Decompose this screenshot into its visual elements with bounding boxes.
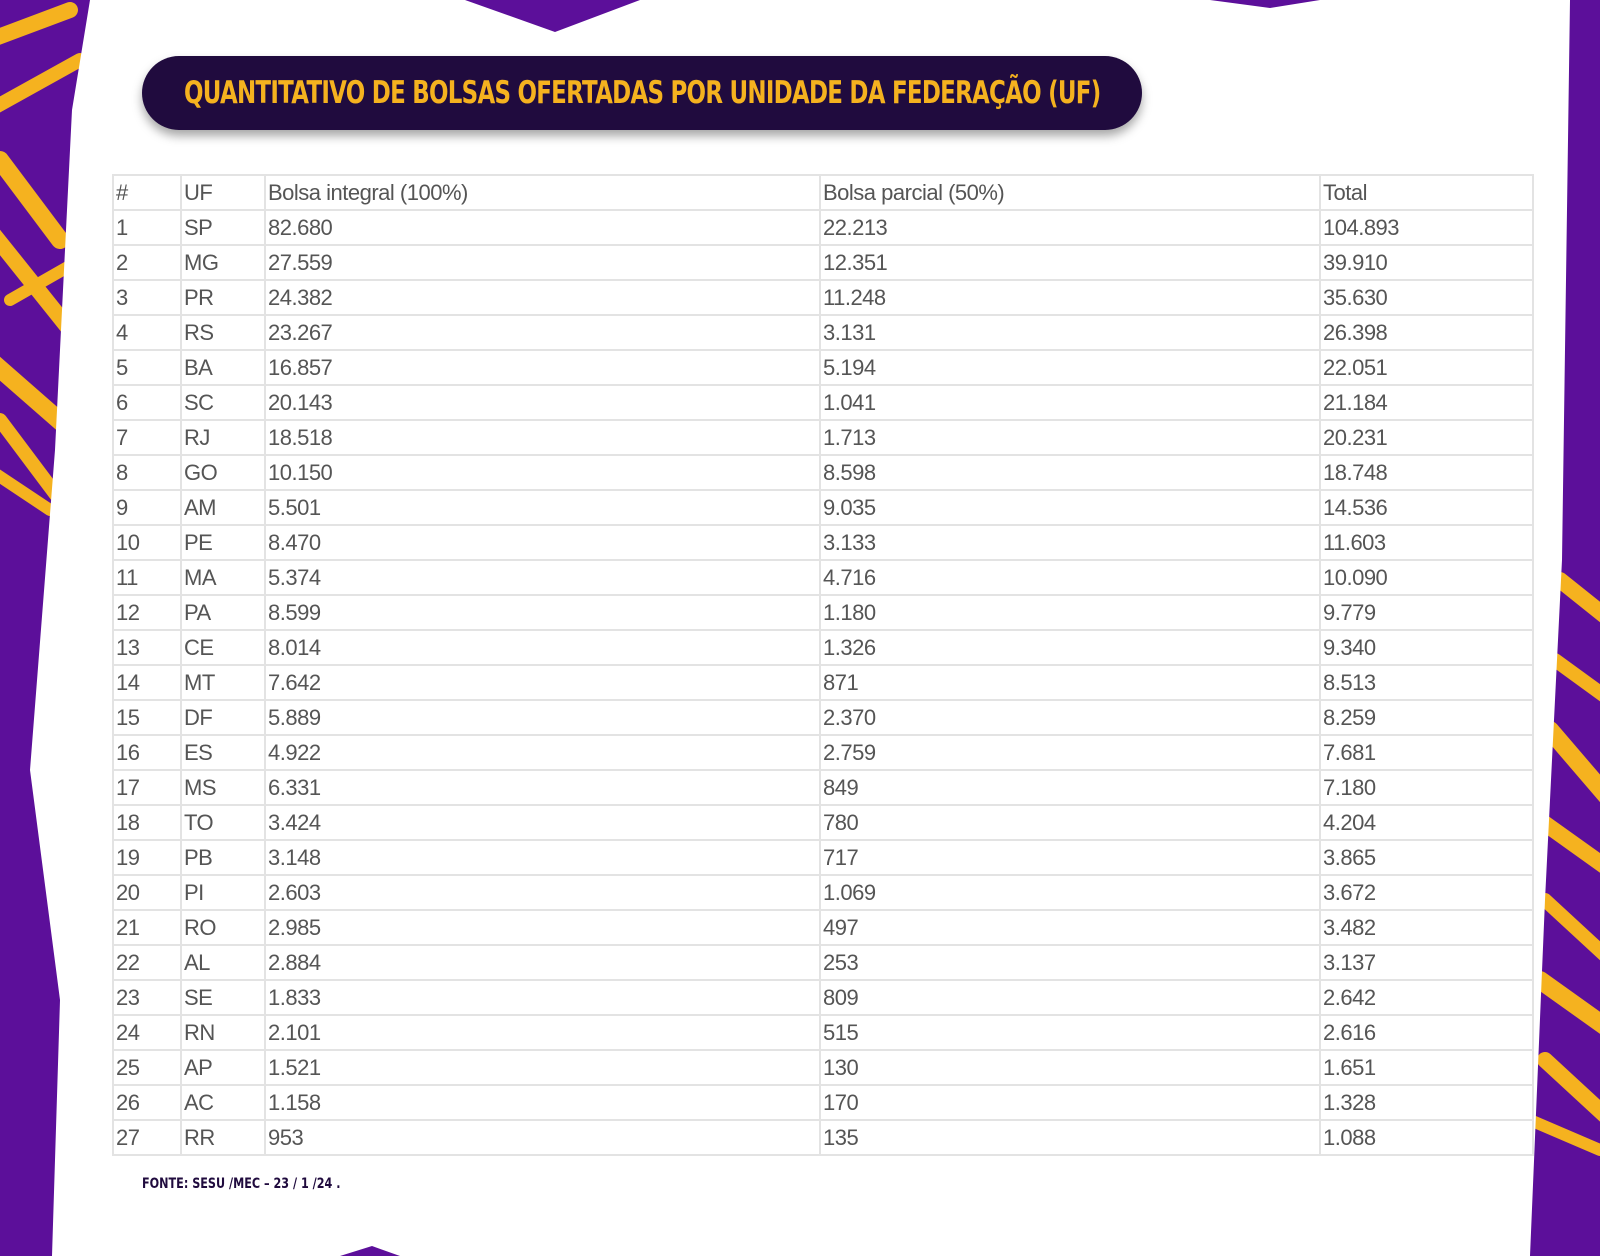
bolsa-parcial-value: 2.370 [820, 700, 1320, 735]
uf-code: RR [181, 1120, 265, 1155]
total-value: 35.630 [1320, 280, 1533, 315]
table-row [113, 280, 1533, 315]
bolsa-parcial-value: 8.598 [820, 455, 1320, 490]
total-value: 10.090 [1320, 560, 1533, 595]
bolsa-parcial-value: 130 [820, 1050, 1320, 1085]
bolsa-integral-value: 5.501 [265, 490, 820, 525]
uf-code: SE [181, 980, 265, 1015]
total-value: 3.137 [1320, 945, 1533, 980]
bolsa-parcial-value: 515 [820, 1015, 1320, 1050]
uf-code: RJ [181, 420, 265, 455]
row-number: 7 [113, 420, 181, 455]
uf-code: BA [181, 350, 265, 385]
row-number: 25 [113, 1050, 181, 1085]
uf-code: AC [181, 1085, 265, 1120]
row-number: 4 [113, 315, 181, 350]
bolsa-integral-value: 2.884 [265, 945, 820, 980]
uf-code: PR [181, 280, 265, 315]
bolsa-integral-value: 23.267 [265, 315, 820, 350]
table-body [113, 210, 1533, 1155]
uf-code: AP [181, 1050, 265, 1085]
bolsa-parcial-value: 3.131 [820, 315, 1320, 350]
row-number: 21 [113, 910, 181, 945]
bolsa-integral-value: 4.922 [265, 735, 820, 770]
table-row [113, 350, 1533, 385]
uf-code: TO [181, 805, 265, 840]
total-value: 7.681 [1320, 735, 1533, 770]
table-row [113, 245, 1533, 280]
bolsa-parcial-value: 1.069 [820, 875, 1320, 910]
bolsa-parcial-value: 22.213 [820, 210, 1320, 245]
table-row [113, 1085, 1533, 1120]
uf-code: MA [181, 560, 265, 595]
row-number: 6 [113, 385, 181, 420]
bolsa-integral-value: 16.857 [265, 350, 820, 385]
total-value: 20.231 [1320, 420, 1533, 455]
bolsa-integral-value: 2.985 [265, 910, 820, 945]
uf-code: ES [181, 735, 265, 770]
bolsa-integral-value: 5.374 [265, 560, 820, 595]
row-number: 9 [113, 490, 181, 525]
total-value: 14.536 [1320, 490, 1533, 525]
table-row [113, 1050, 1533, 1085]
table-row [113, 700, 1533, 735]
row-number: 20 [113, 875, 181, 910]
bolsa-parcial-value: 809 [820, 980, 1320, 1015]
uf-code: MG [181, 245, 265, 280]
uf-code: RN [181, 1015, 265, 1050]
row-number: 22 [113, 945, 181, 980]
total-value: 9.779 [1320, 595, 1533, 630]
total-value: 7.180 [1320, 770, 1533, 805]
row-number: 10 [113, 525, 181, 560]
uf-code: SP [181, 210, 265, 245]
header-uf: UF [181, 175, 265, 210]
total-value: 8.259 [1320, 700, 1533, 735]
total-value: 4.204 [1320, 805, 1533, 840]
title-banner [142, 56, 1142, 130]
table-row [113, 1015, 1533, 1050]
bolsa-integral-value: 18.518 [265, 420, 820, 455]
total-value: 11.603 [1320, 525, 1533, 560]
uf-code: PA [181, 595, 265, 630]
bolsa-parcial-value: 2.759 [820, 735, 1320, 770]
uf-code: GO [181, 455, 265, 490]
uf-code: MT [181, 665, 265, 700]
total-value: 2.616 [1320, 1015, 1533, 1050]
bolsa-integral-value: 5.889 [265, 700, 820, 735]
table-row [113, 665, 1533, 700]
header-number: # [113, 175, 181, 210]
row-number: 14 [113, 665, 181, 700]
bolsa-integral-value: 2.603 [265, 875, 820, 910]
row-number: 27 [113, 1120, 181, 1155]
table-row [113, 630, 1533, 665]
row-number: 12 [113, 595, 181, 630]
bolsa-parcial-value: 11.248 [820, 280, 1320, 315]
total-value: 2.642 [1320, 980, 1533, 1015]
row-number: 26 [113, 1085, 181, 1120]
table-row [113, 385, 1533, 420]
table-row [113, 735, 1533, 770]
row-number: 1 [113, 210, 181, 245]
table-row [113, 980, 1533, 1015]
source-note: FONTE: SESU /MEC – 23 / 1 /24 . [142, 1176, 341, 1192]
bolsa-parcial-value: 871 [820, 665, 1320, 700]
table-row [113, 595, 1533, 630]
total-value: 104.893 [1320, 210, 1533, 245]
table-row [113, 420, 1533, 455]
total-value: 3.672 [1320, 875, 1533, 910]
header-total: Total [1320, 175, 1533, 210]
bolsa-integral-value: 8.599 [265, 595, 820, 630]
table-row [113, 490, 1533, 525]
total-value: 9.340 [1320, 630, 1533, 665]
bolsa-integral-value: 3.148 [265, 840, 820, 875]
table-row [113, 875, 1533, 910]
uf-code: PE [181, 525, 265, 560]
row-number: 24 [113, 1015, 181, 1050]
total-value: 21.184 [1320, 385, 1533, 420]
row-number: 5 [113, 350, 181, 385]
bolsa-integral-value: 20.143 [265, 385, 820, 420]
row-number: 16 [113, 735, 181, 770]
row-number: 8 [113, 455, 181, 490]
bolsa-parcial-value: 717 [820, 840, 1320, 875]
uf-code: RO [181, 910, 265, 945]
uf-code: AL [181, 945, 265, 980]
table-row [113, 1120, 1533, 1155]
table-row [113, 560, 1533, 595]
table-row [113, 770, 1533, 805]
bolsa-parcial-value: 497 [820, 910, 1320, 945]
bolsa-integral-value: 8.470 [265, 525, 820, 560]
scholarship-table [112, 174, 1534, 1156]
bolsa-integral-value: 27.559 [265, 245, 820, 280]
bolsa-parcial-value: 4.716 [820, 560, 1320, 595]
table-header-row [113, 175, 1533, 210]
bolsa-parcial-value: 135 [820, 1120, 1320, 1155]
bolsa-parcial-value: 1.041 [820, 385, 1320, 420]
uf-code: RS [181, 315, 265, 350]
bolsa-parcial-value: 3.133 [820, 525, 1320, 560]
uf-code: CE [181, 630, 265, 665]
bolsa-parcial-value: 12.351 [820, 245, 1320, 280]
total-value: 1.328 [1320, 1085, 1533, 1120]
row-number: 15 [113, 700, 181, 735]
bolsa-integral-value: 1.158 [265, 1085, 820, 1120]
uf-code: MS [181, 770, 265, 805]
row-number: 18 [113, 805, 181, 840]
row-number: 23 [113, 980, 181, 1015]
row-number: 2 [113, 245, 181, 280]
row-number: 13 [113, 630, 181, 665]
total-value: 39.910 [1320, 245, 1533, 280]
total-value: 22.051 [1320, 350, 1533, 385]
table-row [113, 945, 1533, 980]
uf-code: AM [181, 490, 265, 525]
bolsa-integral-value: 8.014 [265, 630, 820, 665]
row-number: 3 [113, 280, 181, 315]
uf-code: PB [181, 840, 265, 875]
table-row [113, 910, 1533, 945]
bolsa-parcial-value: 253 [820, 945, 1320, 980]
header-bolsa-integral: Bolsa integral (100%) [265, 175, 820, 210]
row-number: 19 [113, 840, 181, 875]
total-value: 3.865 [1320, 840, 1533, 875]
row-number: 11 [113, 560, 181, 595]
bolsa-integral-value: 1.833 [265, 980, 820, 1015]
table-row [113, 805, 1533, 840]
total-value: 1.088 [1320, 1120, 1533, 1155]
table-row [113, 210, 1533, 245]
bolsa-parcial-value: 170 [820, 1085, 1320, 1120]
bolsa-parcial-value: 849 [820, 770, 1320, 805]
total-value: 1.651 [1320, 1050, 1533, 1085]
bolsa-integral-value: 10.150 [265, 455, 820, 490]
bolsa-parcial-value: 1.180 [820, 595, 1320, 630]
bolsa-integral-value: 1.521 [265, 1050, 820, 1085]
bolsa-integral-value: 6.331 [265, 770, 820, 805]
bolsa-parcial-value: 9.035 [820, 490, 1320, 525]
total-value: 8.513 [1320, 665, 1533, 700]
bolsa-integral-value: 82.680 [265, 210, 820, 245]
total-value: 3.482 [1320, 910, 1533, 945]
bolsa-parcial-value: 1.326 [820, 630, 1320, 665]
uf-code: SC [181, 385, 265, 420]
table-row [113, 315, 1533, 350]
uf-code: DF [181, 700, 265, 735]
bolsa-integral-value: 3.424 [265, 805, 820, 840]
header-bolsa-parcial: Bolsa parcial (50%) [820, 175, 1320, 210]
table-row [113, 455, 1533, 490]
page-title: QUANTITATIVO DE BOLSAS OFERTADAS POR UNIDADE DA FEDERAÇÃO (UF) [183, 75, 1101, 111]
bolsa-integral-value: 953 [265, 1120, 820, 1155]
total-value: 18.748 [1320, 455, 1533, 490]
table-row [113, 840, 1533, 875]
bolsa-integral-value: 7.642 [265, 665, 820, 700]
uf-code: PI [181, 875, 265, 910]
total-value: 26.398 [1320, 315, 1533, 350]
bolsa-parcial-value: 1.713 [820, 420, 1320, 455]
bolsa-parcial-value: 780 [820, 805, 1320, 840]
bolsa-integral-value: 24.382 [265, 280, 820, 315]
bolsa-parcial-value: 5.194 [820, 350, 1320, 385]
table-row [113, 525, 1533, 560]
bolsa-integral-value: 2.101 [265, 1015, 820, 1050]
row-number: 17 [113, 770, 181, 805]
